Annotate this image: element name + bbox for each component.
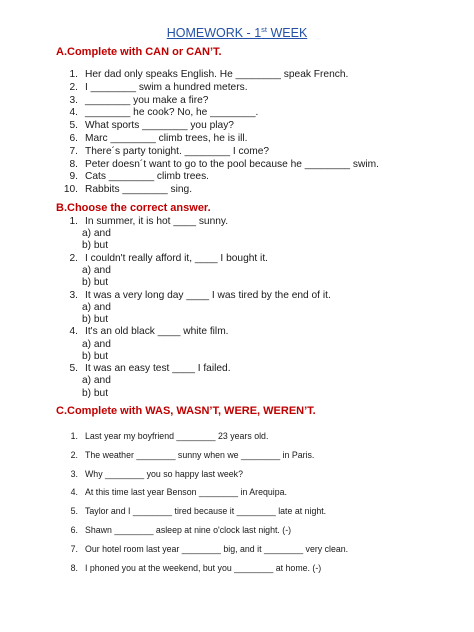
item-text: b) but (82, 277, 109, 289)
item-text: Why ________ you so happy last week? (85, 468, 243, 479)
item-number: 3. (70, 468, 78, 479)
item-text: Her dad only speaks English. He ________ speak French. (85, 69, 349, 80)
item-number: 5. (70, 506, 78, 517)
item-text: b) but (82, 240, 109, 252)
item-number: 8. (69, 158, 78, 170)
item-number: 6. (70, 525, 78, 535)
item-text: At this time last year Benson ________ in Arequipa. (85, 487, 287, 498)
item-text: ________ you make a fire? (85, 94, 209, 106)
item-number: 3. (69, 289, 78, 301)
page-title (0, 26, 474, 40)
item-text: I phoned you at the weekend, but you ________ at home. (-) (85, 562, 322, 573)
item-text: There´s party tonight. ________ I come? (85, 145, 270, 157)
item-text: Cats ________ climb trees. (85, 171, 210, 183)
item-number: 8. (70, 562, 78, 573)
item-text: ________ he cook? No, he ________. (85, 107, 259, 119)
item-text: b) but (82, 350, 109, 362)
item-number: 4. (70, 487, 78, 498)
item-number: 1. (69, 69, 78, 80)
item-text: I couldn't really afford it, ____ I bought it. (85, 252, 268, 264)
item-text: Our hotel room last year ________ big, and it ________ very clean. (85, 543, 349, 554)
item-text: It's an old black ____ white film. (85, 326, 229, 338)
item-number: 3. (69, 94, 78, 106)
item-text: I ________ swim a hundred meters. (85, 81, 248, 93)
item-text: Rabbits ________ sing. (85, 184, 193, 196)
item-number: 9. (69, 171, 78, 183)
item-number: 1. (70, 431, 78, 441)
item-number: 5. (69, 120, 78, 132)
item-text: b) but (82, 314, 109, 325)
item-number: 10. (63, 184, 78, 196)
item-text: Last year my boyfriend ________ 23 years old. (85, 431, 269, 441)
section-b-heading: B.Choose the correct answer. (56, 202, 211, 214)
item-number: 1. (69, 216, 78, 227)
item-number: 6. (69, 133, 78, 144)
item-number: 5. (69, 363, 78, 375)
item-text: a) and (82, 228, 111, 240)
item-text: What sports ________ you play? (85, 120, 234, 132)
item-text: It was an easy test ____ I failed. (85, 363, 231, 375)
item-text: Taylor and I ________ tired because it ________ late at night. (85, 506, 327, 517)
section-a-heading: A.Complete with CAN or CAN’T. (56, 46, 222, 58)
item-number: 2. (70, 449, 78, 460)
item-number: 7. (69, 145, 78, 157)
item-text: Peter doesn´t want to go to the pool because he ________ swim. (85, 158, 379, 170)
item-number: 2. (69, 81, 78, 93)
title-superscript: st (261, 24, 267, 34)
item-text: It was a very long day ____ I was tired by the end of it. (85, 289, 331, 301)
item-number: 4. (69, 326, 78, 338)
item-text: In summer, it is hot ____ sunny. (85, 216, 229, 227)
item-text: a) and (82, 301, 111, 313)
item-text: a) and (82, 338, 111, 350)
title-text: HOMEWORK - 1 (166, 26, 262, 40)
item-text: a) and (82, 265, 111, 276)
item-text: Shawn ________ asleep at nine o'clock last night. (-) (85, 525, 292, 535)
item-number: 4. (69, 107, 78, 119)
item-text: a) and (82, 375, 111, 387)
item-text: b) but (82, 387, 109, 399)
item-number: 7. (70, 543, 78, 554)
item-text: The weather ________ sunny when we ________ in Paris. (85, 449, 315, 460)
title-suffix: WEEK (267, 26, 308, 40)
item-text: Marc ________ climb trees, he is ill. (85, 133, 248, 144)
section-c-heading: C.Complete with WAS, WASN’T, WERE, WEREN’T. (56, 405, 316, 417)
item-number: 2. (69, 252, 78, 264)
